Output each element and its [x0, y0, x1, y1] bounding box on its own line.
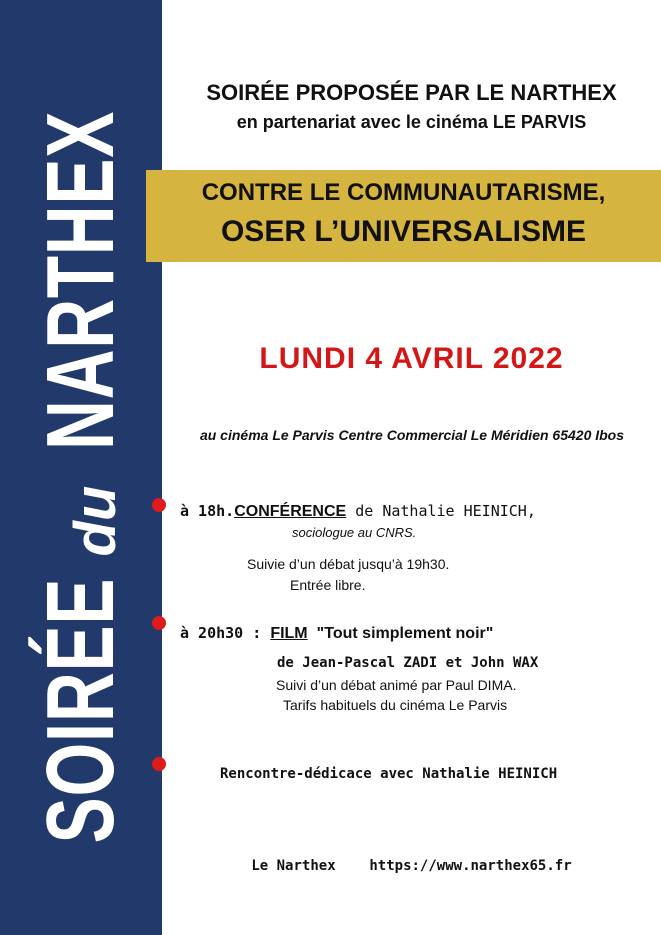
vertical-title-narthex: NARTHEX	[27, 110, 134, 450]
event1-speaker: de Nathalie HEINICH,	[355, 502, 536, 520]
vertical-title-du: du	[62, 485, 128, 557]
event2-film-title: "Tout simplement noir"	[316, 625, 494, 642]
vertical-title-soiree: SOIRÉE	[27, 578, 134, 844]
footer	[162, 858, 661, 874]
event2-film-label: FILM	[270, 625, 308, 642]
header-subtitle: en partenariat avec le cinéma LE PARVIS	[236, 112, 587, 132]
banner-line-2: OSER L’UNIVERSALISME	[220, 215, 587, 248]
event2-debate: Suivi d’un débat animé par Paul DIMA.	[276, 677, 517, 693]
theme-banner	[146, 170, 661, 262]
event-date: LUNDI 4 AVRIL 2022	[259, 342, 564, 375]
banner-line-1: CONTRE LE COMMUNAUTARISME,	[201, 179, 606, 206]
event1-role: sociologue au CNRS.	[292, 525, 417, 540]
event1-entry: Entrée libre.	[290, 577, 366, 593]
event2-time: à 20h30 :	[180, 624, 262, 642]
red-dot-bullet-icon	[152, 757, 166, 771]
event1-line	[180, 502, 536, 521]
footer-url-link[interactable]: https://www.narthex65.fr	[369, 858, 572, 874]
red-dot-bullet-icon	[152, 616, 166, 630]
event2-directors: de Jean-Pascal ZADI et John WAX	[277, 655, 539, 671]
vertical-title	[6, 110, 156, 844]
footer-org: Le Narthex	[251, 858, 336, 874]
event2-prices: Tarifs habituels du cinéma Le Parvis	[283, 697, 508, 713]
event1-debate: Suivie d’un débat jusqu’à 19h30.	[247, 556, 450, 572]
event1-time: à 18h.	[180, 502, 235, 520]
event-venue: au cinéma Le Parvis Centre Commercial Le Méridien 65420 Ibos	[199, 427, 625, 443]
header-title: SOIRÉE PROPOSÉE PAR LE NARTHEX	[206, 80, 617, 105]
event2-line	[180, 624, 493, 643]
red-dot-bullet-icon	[152, 498, 166, 512]
event1-title: CONFÉRENCE	[234, 503, 347, 520]
book-signing: Rencontre-dédicace avec Nathalie HEINICH	[220, 766, 558, 782]
